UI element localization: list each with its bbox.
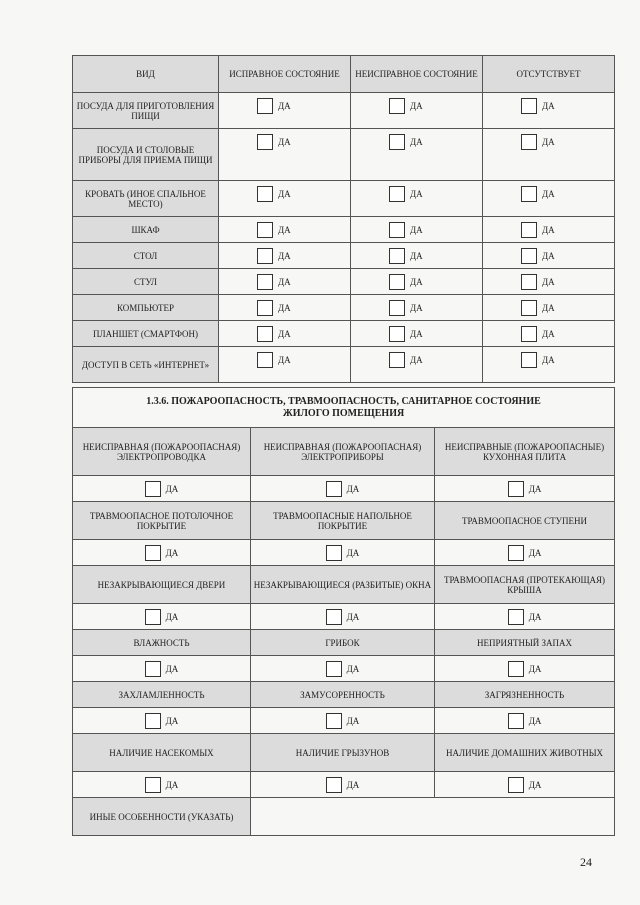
checkbox-label: ДА — [410, 355, 423, 365]
checkbox-label: ДА — [165, 547, 179, 558]
checkbox-label: ДА — [528, 483, 542, 494]
checkbox-icon[interactable] — [389, 222, 405, 238]
checkbox-label: ДА — [542, 101, 555, 111]
hazard-checkbox-cell[interactable] — [73, 476, 251, 502]
yes-checkbox[interactable] — [521, 328, 555, 338]
checkbox-label: ДА — [165, 779, 179, 790]
checkbox-label: ДА — [528, 547, 542, 558]
hazard-checkbox-cell[interactable] — [251, 604, 435, 630]
status-cell[interactable] — [219, 181, 351, 217]
equipment-row — [73, 243, 615, 269]
checkbox-label: ДА — [542, 250, 555, 261]
hazard-checkbox-cell[interactable] — [435, 656, 615, 682]
status-cell[interactable] — [351, 243, 483, 269]
section-title: 1.3.6. ПОЖАРООПАСНОСТЬ, ТРАВМООПАСНОСТЬ, САНИТАРНОЕ СОСТОЯНИЕ ЖИЛОГО ПОМЕЩЕНИЯ — [73, 388, 615, 428]
hazard-label-row — [73, 682, 615, 708]
yes-checkbox[interactable] — [257, 136, 291, 146]
checkbox-label: ДА — [410, 328, 423, 339]
hazard-checkbox-cell[interactable] — [73, 772, 251, 798]
status-cell[interactable] — [351, 93, 483, 129]
hazard-label-row — [73, 566, 615, 604]
equipment-row — [73, 93, 615, 129]
status-cell[interactable] — [351, 321, 483, 347]
yes-checkbox[interactable] — [257, 224, 291, 234]
hazard-label: ТРАВМООПАСНОЕ ПОТОЛОЧНОЕ ПОКРЫТИЕ — [73, 502, 251, 540]
yes-checkbox[interactable] — [257, 276, 291, 286]
yes-checkbox[interactable] — [257, 328, 291, 338]
checkbox-icon[interactable] — [389, 352, 405, 368]
checkbox-icon[interactable] — [257, 98, 273, 114]
checkbox-label: ДА — [410, 250, 423, 261]
hazard-label-row — [73, 428, 615, 476]
equipment-row — [73, 217, 615, 243]
checkbox-label: ДА — [346, 611, 360, 622]
equipment-item-label: СТУЛ — [73, 269, 219, 295]
hazard-checkbox-cell[interactable] — [435, 540, 615, 566]
checkbox-label: ДА — [165, 483, 179, 494]
checkbox-icon[interactable] — [326, 713, 342, 729]
hazard-checkbox-row — [73, 540, 615, 566]
hazard-label: ЗАГРЯЗНЕННОСТЬ — [435, 682, 615, 708]
checkbox-icon[interactable] — [257, 352, 273, 368]
yes-checkbox[interactable] — [326, 547, 360, 557]
yes-checkbox[interactable] — [389, 100, 423, 110]
status-cell[interactable] — [483, 243, 615, 269]
checkbox-label: ДА — [542, 189, 555, 199]
hazard-checkbox-cell[interactable] — [435, 772, 615, 798]
yes-checkbox[interactable] — [326, 715, 360, 725]
equipment-row — [73, 321, 615, 347]
page-number: 24 — [580, 855, 592, 869]
hazard-checkbox-cell[interactable] — [251, 708, 435, 734]
yes-checkbox[interactable] — [257, 188, 291, 198]
checkbox-label: ДА — [278, 137, 291, 147]
hazard-label: НЕИСПРАВНАЯ (ПОЖАРООПАСНАЯ) ЭЛЕКТРОПРИБОРЫ — [251, 428, 435, 476]
checkbox-label: ДА — [165, 611, 179, 622]
checkbox-icon[interactable] — [326, 545, 342, 561]
checkbox-icon[interactable] — [389, 248, 405, 264]
checkbox-icon[interactable] — [521, 274, 537, 290]
hazard-label: ГРИБОК — [251, 630, 435, 656]
checkbox-label: ДА — [542, 137, 555, 147]
checkbox-label: ДА — [165, 663, 179, 674]
checkbox-label: ДА — [278, 355, 291, 365]
yes-checkbox[interactable] — [145, 611, 179, 621]
status-cell[interactable] — [219, 129, 351, 181]
hazard-checkbox-cell[interactable] — [73, 708, 251, 734]
equipment-table — [72, 55, 615, 383]
yes-checkbox[interactable] — [508, 483, 542, 493]
checkbox-icon[interactable] — [521, 248, 537, 264]
hazard-checkbox-cell[interactable] — [435, 604, 615, 630]
hazard-checkbox-row — [73, 708, 615, 734]
checkbox-label: ДА — [410, 302, 423, 313]
yes-checkbox[interactable] — [521, 250, 555, 260]
checkbox-icon[interactable] — [521, 134, 537, 150]
checkbox-icon[interactable] — [257, 222, 273, 238]
yes-checkbox[interactable] — [389, 224, 423, 234]
checkbox-label: ДА — [278, 101, 291, 111]
equipment-item-label: ПОСУДА И СТОЛОВЫЕ ПРИБОРЫ ДЛЯ ПРИЕМА ПИЩИ — [73, 129, 219, 181]
checkbox-label: ДА — [542, 355, 555, 365]
yes-checkbox[interactable] — [521, 136, 555, 146]
hazard-label-row — [73, 630, 615, 656]
status-cell[interactable] — [483, 217, 615, 243]
checkbox-icon[interactable] — [145, 481, 161, 497]
equipment-row — [73, 269, 615, 295]
checkbox-icon[interactable] — [508, 661, 524, 677]
checkbox-icon[interactable] — [521, 98, 537, 114]
checkbox-label: ДА — [410, 101, 423, 111]
checkbox-icon[interactable] — [326, 481, 342, 497]
yes-checkbox[interactable] — [389, 136, 423, 146]
hazard-checkbox-cell[interactable] — [251, 656, 435, 682]
checkbox-icon[interactable] — [145, 545, 161, 561]
yes-checkbox[interactable] — [257, 302, 291, 312]
yes-checkbox[interactable] — [389, 276, 423, 286]
status-cell[interactable] — [483, 129, 615, 181]
checkbox-icon[interactable] — [389, 134, 405, 150]
checkbox-label: ДА — [346, 663, 360, 674]
equipment-item-label: ПЛАНШЕТ (СМАРТФОН) — [73, 321, 219, 347]
hazard-checkbox-cell[interactable] — [251, 772, 435, 798]
equipment-item-label: СТОЛ — [73, 243, 219, 269]
status-cell[interactable] — [351, 269, 483, 295]
checkbox-icon[interactable] — [145, 713, 161, 729]
hazard-checkbox-row — [73, 772, 615, 798]
checkbox-label: ДА — [278, 328, 291, 339]
yes-checkbox[interactable] — [389, 354, 423, 364]
checkbox-icon[interactable] — [145, 661, 161, 677]
status-cell[interactable] — [219, 93, 351, 129]
yes-checkbox[interactable] — [326, 483, 360, 493]
hazard-label: ТРАВМООПАСНАЯ (ПРОТЕКАЮЩАЯ) КРЫША — [435, 566, 615, 604]
status-cell[interactable] — [483, 93, 615, 129]
hazard-label: ВЛАЖНОСТЬ — [73, 630, 251, 656]
column-header: ИСПРАВНОЕ СОСТОЯНИЕ — [219, 56, 351, 93]
checkbox-icon[interactable] — [257, 300, 273, 316]
hazard-label: НАЛИЧИЕ ДОМАШНИХ ЖИВОТНЫХ — [435, 734, 615, 772]
yes-checkbox[interactable] — [326, 663, 360, 673]
checkbox-icon[interactable] — [508, 777, 524, 793]
status-cell[interactable] — [351, 181, 483, 217]
checkbox-label: ДА — [528, 611, 542, 622]
checkbox-label: ДА — [346, 715, 360, 726]
yes-checkbox[interactable] — [508, 547, 542, 557]
yes-checkbox[interactable] — [257, 250, 291, 260]
checkbox-label: ДА — [528, 779, 542, 790]
hazard-label: НЕЗАКРЫВАЮЩИЕСЯ ДВЕРИ — [73, 566, 251, 604]
checkbox-icon[interactable] — [389, 326, 405, 342]
checkbox-icon[interactable] — [145, 609, 161, 625]
status-cell[interactable] — [219, 295, 351, 321]
status-cell[interactable] — [351, 347, 483, 383]
checkbox-label: ДА — [278, 189, 291, 199]
checkbox-label: ДА — [278, 250, 291, 261]
hazard-label: НЕИСПРАВНЫЕ (ПОЖАРООПАСНЫЕ) КУХОННАЯ ПЛИТА — [435, 428, 615, 476]
yes-checkbox[interactable] — [389, 188, 423, 198]
checkbox-label: ДА — [410, 189, 423, 199]
status-cell[interactable] — [483, 347, 615, 383]
equipment-row — [73, 295, 615, 321]
checkbox-icon[interactable] — [508, 609, 524, 625]
checkbox-label: ДА — [346, 779, 360, 790]
yes-checkbox[interactable] — [145, 779, 179, 789]
equipment-item-label: КРОВАТЬ (ИНОЕ СПАЛЬНОЕ МЕСТО) — [73, 181, 219, 217]
hazard-checkbox-cell[interactable] — [73, 656, 251, 682]
yes-checkbox[interactable] — [521, 354, 555, 364]
yes-checkbox[interactable] — [257, 354, 291, 364]
checkbox-icon[interactable] — [521, 352, 537, 368]
status-cell[interactable] — [483, 295, 615, 321]
equipment-item-label: ШКАФ — [73, 217, 219, 243]
hazard-checkbox-cell[interactable] — [251, 476, 435, 502]
status-cell[interactable] — [351, 295, 483, 321]
hazard-label: НЕПРИЯТНЫЙ ЗАПАХ — [435, 630, 615, 656]
checkbox-label: ДА — [346, 483, 360, 494]
yes-checkbox[interactable] — [508, 715, 542, 725]
other-features-row — [73, 798, 615, 836]
yes-checkbox[interactable] — [521, 100, 555, 110]
checkbox-label: ДА — [346, 547, 360, 558]
equipment-row — [73, 129, 615, 181]
column-header: ОТСУТСТВУЕТ — [483, 56, 615, 93]
checkbox-label: ДА — [410, 276, 423, 287]
yes-checkbox[interactable] — [521, 224, 555, 234]
hazard-checkbox-row — [73, 476, 615, 502]
yes-checkbox[interactable] — [389, 250, 423, 260]
checkbox-label: ДА — [410, 137, 423, 147]
yes-checkbox[interactable] — [145, 715, 179, 725]
hazard-checkbox-cell[interactable] — [73, 540, 251, 566]
equipment-item-label: КОМПЬЮТЕР — [73, 295, 219, 321]
yes-checkbox[interactable] — [145, 547, 179, 557]
status-cell[interactable] — [219, 321, 351, 347]
hazard-label: ЗАМУСОРЕННОСТЬ — [251, 682, 435, 708]
checkbox-icon[interactable] — [257, 134, 273, 150]
checkbox-icon[interactable] — [521, 326, 537, 342]
hazard-label: НАЛИЧИЕ ГРЫЗУНОВ — [251, 734, 435, 772]
hazard-label-row — [73, 734, 615, 772]
status-cell[interactable] — [219, 217, 351, 243]
equipment-header-row — [73, 56, 615, 93]
section-title-row — [73, 388, 615, 428]
checkbox-label: ДА — [542, 224, 555, 235]
checkbox-icon[interactable] — [326, 661, 342, 677]
equipment-row — [73, 181, 615, 217]
hazard-checkbox-row — [73, 604, 615, 630]
hazard-label: ЗАХЛАМЛЕННОСТЬ — [73, 682, 251, 708]
status-cell[interactable] — [219, 347, 351, 383]
checkbox-icon[interactable] — [521, 222, 537, 238]
hazard-label: НАЛИЧИЕ НАСЕКОМЫХ — [73, 734, 251, 772]
equipment-row — [73, 347, 615, 383]
checkbox-icon[interactable] — [389, 274, 405, 290]
checkbox-label: ДА — [278, 224, 291, 235]
checkbox-icon[interactable] — [389, 186, 405, 202]
checkbox-icon[interactable] — [257, 186, 273, 202]
yes-checkbox[interactable] — [508, 663, 542, 673]
yes-checkbox[interactable] — [326, 779, 360, 789]
status-cell[interactable] — [219, 269, 351, 295]
status-cell[interactable] — [483, 269, 615, 295]
checkbox-icon[interactable] — [257, 274, 273, 290]
checkbox-icon[interactable] — [257, 248, 273, 264]
hazard-checkbox-cell[interactable] — [435, 476, 615, 502]
equipment-item-label: ПОСУДА ДЛЯ ПРИГОТОВЛЕНИЯ ПИЩИ — [73, 93, 219, 129]
yes-checkbox[interactable] — [389, 328, 423, 338]
checkbox-icon[interactable] — [326, 777, 342, 793]
checkbox-icon[interactable] — [508, 481, 524, 497]
hazard-label: ТРАВМООПАСНЫЕ НАПОЛЬНОЕ ПОКРЫТИЕ — [251, 502, 435, 540]
other-features-input[interactable] — [251, 798, 615, 836]
yes-checkbox[interactable] — [389, 302, 423, 312]
other-features-label: ИНЫЕ ОСОБЕННОСТИ (УКАЗАТЬ) — [73, 798, 251, 836]
yes-checkbox[interactable] — [145, 483, 179, 493]
hazard-checkbox-cell[interactable] — [435, 708, 615, 734]
equipment-item-label: ДОСТУП В СЕТЬ «ИНТЕРНЕТ» — [73, 347, 219, 383]
hazard-label: НЕЗАКРЫВАЮЩИЕСЯ (РАЗБИТЫЕ) ОКНА — [251, 566, 435, 604]
checkbox-icon[interactable] — [257, 326, 273, 342]
hazard-checkbox-row — [73, 656, 615, 682]
hazard-label-row — [73, 502, 615, 540]
checkbox-label: ДА — [278, 276, 291, 287]
checkbox-icon[interactable] — [521, 186, 537, 202]
checkbox-icon[interactable] — [508, 713, 524, 729]
yes-checkbox[interactable] — [326, 611, 360, 621]
checkbox-label: ДА — [165, 715, 179, 726]
yes-checkbox[interactable] — [508, 779, 542, 789]
checkbox-icon[interactable] — [521, 300, 537, 316]
hazard-label: ТРАВМООПАСНОЕ СТУПЕНИ — [435, 502, 615, 540]
hazard-checkbox-cell[interactable] — [251, 540, 435, 566]
status-cell[interactable] — [351, 217, 483, 243]
yes-checkbox[interactable] — [521, 188, 555, 198]
hazard-label: НЕИСПРАВНАЯ (ПОЖАРООПАСНАЯ) ЭЛЕКТРОПРОВОДКА — [73, 428, 251, 476]
hazard-table — [72, 387, 615, 836]
status-cell[interactable] — [483, 181, 615, 217]
checkbox-icon[interactable] — [326, 609, 342, 625]
yes-checkbox[interactable] — [257, 100, 291, 110]
yes-checkbox[interactable] — [521, 302, 555, 312]
hazard-checkbox-cell[interactable] — [73, 604, 251, 630]
column-header: ВИД — [73, 56, 219, 93]
yes-checkbox[interactable] — [521, 276, 555, 286]
checkbox-icon[interactable] — [389, 300, 405, 316]
status-cell[interactable] — [351, 129, 483, 181]
yes-checkbox[interactable] — [508, 611, 542, 621]
checkbox-label: ДА — [410, 224, 423, 235]
column-header: НЕИСПРАВНОЕ СОСТОЯНИЕ — [351, 56, 483, 93]
checkbox-label: ДА — [542, 302, 555, 313]
yes-checkbox[interactable] — [145, 663, 179, 673]
status-cell[interactable] — [483, 321, 615, 347]
checkbox-icon[interactable] — [508, 545, 524, 561]
checkbox-label: ДА — [528, 715, 542, 726]
checkbox-icon[interactable] — [145, 777, 161, 793]
checkbox-label: ДА — [528, 663, 542, 674]
checkbox-label: ДА — [542, 328, 555, 339]
checkbox-label: ДА — [542, 276, 555, 287]
checkbox-label: ДА — [278, 302, 291, 313]
checkbox-icon[interactable] — [389, 98, 405, 114]
status-cell[interactable] — [219, 243, 351, 269]
